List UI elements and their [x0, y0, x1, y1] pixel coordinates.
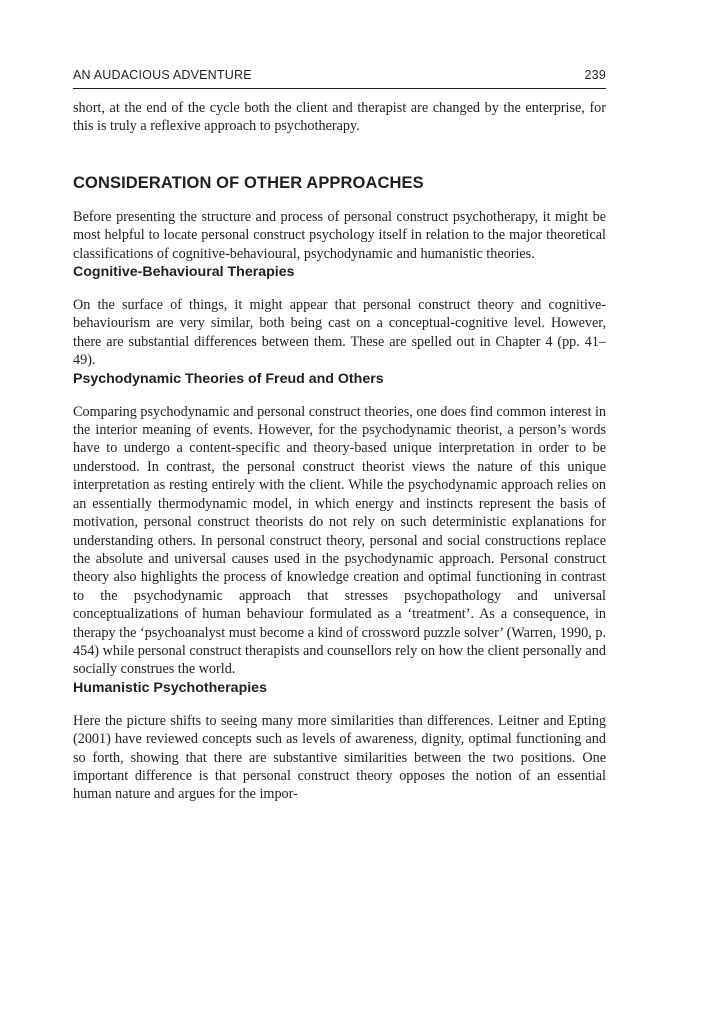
subsection-paragraph-psychodynamic: Comparing psychodynamic and personal construct theories, one does find common interest in the interior meaning of events. However, for the psychodynamic theorist, a person’s words have to undergo a content-specific and theory-based unique interpretation in order to be understood. In contrast, the personal construct theorist views the nature of this unique interpretation as resting entirely with the client. While the psychodynamic approach relies on an essentially thermodynamic model, in which energy and instincts represent the basis of motivation, personal construct theorists do not rely on such deterministic explanations for understanding others. In personal construct theory, personal and social constructions replace the absolute and universal causes used in the psychodynamic approach. Personal construct theory also highlights the process of knowledge creation and optimal functioning in contrast to the psychodynamic approach that stresses psychopathology and universal conceptualizations of human behaviour formulated as a ‘treatment’. As a consequence, in therapy the ‘psychoanalyst must become a kind of crossword puzzle solver’ (Warren, 1990, p. 454) while personal construct therapists and counsellors rely on how the client personally and socially construes the world.: [73, 403, 606, 678]
section-paragraph: Before presenting the structure and process of personal construct psychotherapy, it might be most helpful to locate personal construct psychology itself in relation to the major theoretical classifications of cognitive-behavioural, psychodynamic and humanistic theories.: [73, 208, 606, 262]
subsection-paragraph-cognitive-behavioural: On the surface of things, it might appear that personal construct theory and cognitive-behaviourism are very similar, both being cast on a conceptual-cognitive level. However, there are substantial differences between them. These are spelled out in Chapter 4 (pp. 41–49).: [73, 297, 606, 369]
subsection-heading-psychodynamic: Psychodynamic Theories of Freud and Others: [73, 370, 384, 387]
header-rule: [73, 88, 606, 89]
running-title: AN AUDACIOUS ADVENTURE: [73, 68, 252, 82]
subsection-heading-cognitive-behavioural: Cognitive-Behavioural Therapies: [73, 264, 295, 281]
subsection-paragraph-humanistic: Here the picture shifts to seeing many more similarities than differences. Leitner and Epting (2001) have reviewed concepts such as levels of awareness, dignity, optimal functioning and so forth, showing that there are substantive similarities between the two positions. One important difference is that personal construct theory opposes the notion of an essential human nature and argues for the impor-: [73, 712, 606, 803]
book-page: [73, 66, 606, 804]
page-number: 239: [584, 68, 606, 82]
intro-paragraph: short, at the end of the cycle both the client and therapist are changed by the enterprise, for this is truly a reflexive approach to psychotherapy.: [73, 100, 606, 135]
subsection-heading-humanistic: Humanistic Psychotherapies: [73, 679, 267, 696]
section-heading: CONSIDERATION OF OTHER APPROACHES: [73, 173, 424, 192]
running-header: [73, 66, 606, 86]
